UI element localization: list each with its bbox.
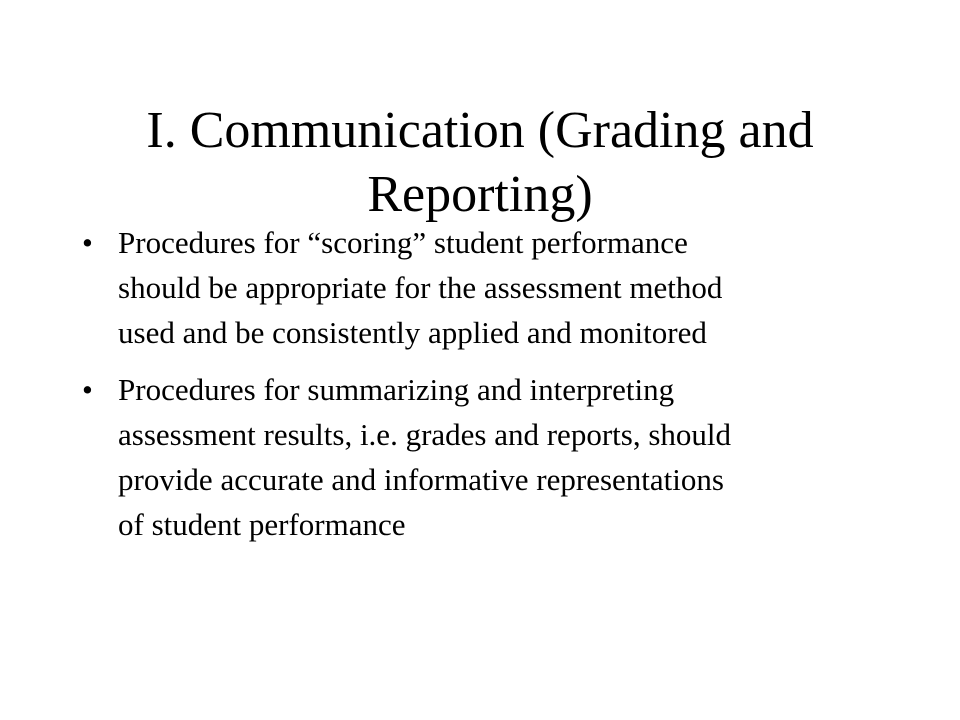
bullet-1-line-3: used and be consistently applied and monitored	[118, 315, 707, 350]
bullet-2-line-4: of student performance	[118, 507, 406, 542]
bullet-1-line-2: should be appropriate for the assessment method	[118, 270, 723, 305]
bullet-2-line-3: provide accurate and informative representations	[118, 462, 724, 497]
bullet-icon: •	[82, 225, 93, 260]
bullet-2-line-2: assessment results, i.e. grades and reports, should	[118, 417, 731, 452]
bullet-list	[82, 220, 882, 559]
bullet-icon: •	[82, 372, 93, 407]
slide-title-line-1: I. Communication (Grading and	[146, 101, 814, 159]
bullet-item	[82, 220, 882, 355]
bullet-item	[82, 367, 882, 547]
slide-title-line-2: Reporting)	[367, 165, 593, 223]
bullet-1-line-1: Procedures for “scoring” student performance	[118, 225, 688, 260]
bullet-2-line-1: Procedures for summarizing and interpreting	[118, 372, 675, 407]
slide-title	[60, 99, 900, 227]
